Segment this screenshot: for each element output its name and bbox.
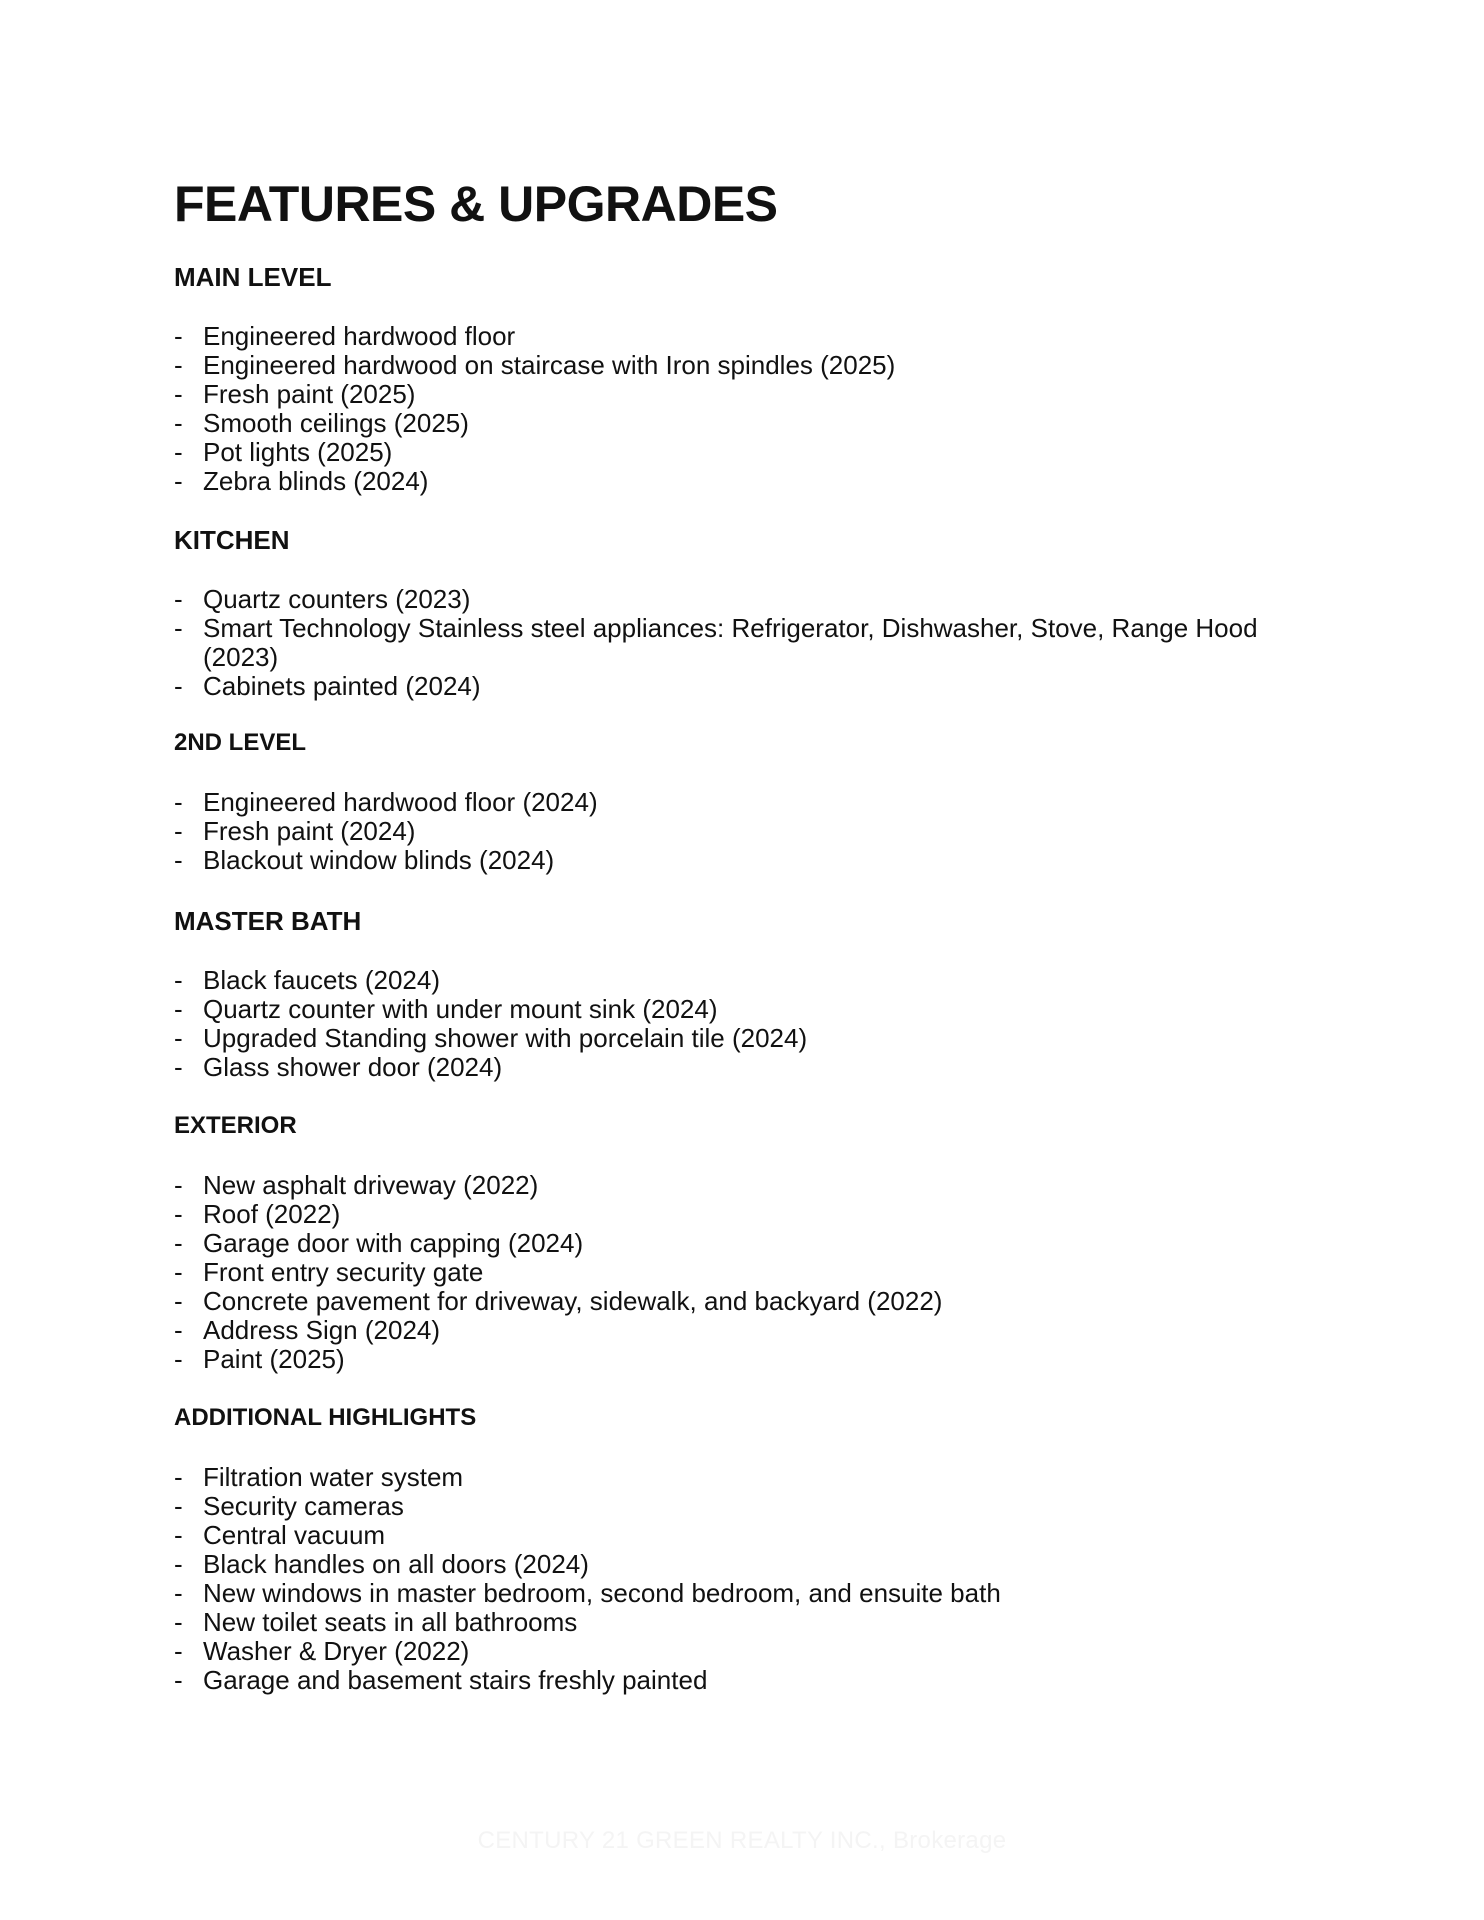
dash-bullet: - [174, 786, 183, 817]
item-text: Address Sign (2024) [203, 1314, 441, 1345]
item-text: Engineered hardwood on staircase with Iron spindles (2025) [203, 350, 896, 381]
item-text: New asphalt driveway (2022) [203, 1169, 539, 1200]
item-text: New windows in master bedroom, second bedroom, and ensuite bath [203, 1577, 1001, 1608]
item-text: New toilet seats in all bathrooms [203, 1606, 578, 1637]
list-item [174, 788, 1324, 817]
dash-bullet: - [174, 1519, 183, 1550]
dash-bullet: - [174, 1490, 183, 1521]
list-item [174, 1521, 1324, 1550]
list-item [174, 1200, 1324, 1229]
section-heading: 2ND LEVEL [174, 729, 307, 756]
dash-bullet: - [174, 1577, 183, 1608]
item-text: Security cameras [203, 1490, 404, 1521]
dash-bullet: - [174, 844, 183, 875]
item-text: Smart Technology Stainless steel appliances: Refrigerator, Dishwasher, Stove, Range Hood (2023) [203, 613, 1258, 673]
dash-bullet: - [174, 1606, 183, 1637]
dash-bullet: - [174, 1664, 183, 1695]
list-item [174, 846, 1324, 875]
item-text: Black faucets (2024) [203, 965, 441, 996]
list-item [174, 1229, 1324, 1258]
item-text: Concrete pavement for driveway, sidewalk, and backyard (2022) [203, 1285, 943, 1316]
item-text: Zebra blinds (2024) [203, 466, 429, 497]
list-item [174, 672, 1324, 701]
dash-bullet: - [174, 1343, 183, 1374]
item-text: Garage door with capping (2024) [203, 1227, 584, 1258]
item-text: Glass shower door (2024) [203, 1052, 503, 1083]
dash-bullet: - [174, 1227, 183, 1258]
item-text: Pot lights (2025) [203, 437, 393, 468]
list-item [174, 1316, 1324, 1345]
list-item [174, 585, 1324, 614]
list-item [174, 966, 1324, 995]
section-exterior [174, 1112, 1324, 1374]
dash-bullet: - [174, 408, 183, 439]
section-additional-highlights [174, 1404, 1324, 1695]
item-list [174, 788, 1324, 875]
list-item [174, 380, 1324, 409]
list-item [174, 467, 1324, 496]
list-item [174, 1171, 1324, 1200]
list-item [174, 1053, 1324, 1082]
dash-bullet: - [174, 1198, 183, 1229]
section-heading: EXTERIOR [174, 1112, 297, 1139]
item-text: Washer & Dryer (2022) [203, 1635, 470, 1666]
brokerage-watermark: CENTURY 21 GREEN REALTY INC., Brokerage [477, 1827, 1007, 1854]
item-list [174, 1171, 1324, 1374]
item-text: Fresh paint (2025) [203, 379, 416, 410]
item-text: Quartz counter with under mount sink (2024) [203, 994, 718, 1025]
dash-bullet: - [174, 321, 183, 352]
item-list [174, 966, 1324, 1082]
list-item [174, 995, 1324, 1024]
dash-bullet: - [174, 671, 183, 702]
dash-bullet: - [174, 1461, 183, 1492]
dash-bullet: - [174, 379, 183, 410]
list-item [174, 1492, 1324, 1521]
item-text: Garage and basement stairs freshly painted [203, 1664, 708, 1695]
dash-bullet: - [174, 1052, 183, 1083]
section-heading: KITCHEN [174, 525, 290, 555]
dash-bullet: - [174, 350, 183, 381]
item-list [174, 1463, 1324, 1695]
section-master-bath [174, 906, 1324, 1082]
item-text: Front entry security gate [203, 1256, 484, 1287]
item-text: Black handles on all doors (2024) [203, 1548, 589, 1579]
dash-bullet: - [174, 437, 183, 468]
list-item [174, 438, 1324, 467]
item-text: Fresh paint (2024) [203, 815, 416, 846]
dash-bullet: - [174, 613, 183, 644]
section-heading: ADDITIONAL HIGHLIGHTS [174, 1404, 477, 1431]
list-item [174, 614, 1324, 672]
item-text: Smooth ceilings (2025) [203, 408, 469, 439]
item-text: Quartz counters (2023) [203, 584, 471, 615]
list-item [174, 409, 1324, 438]
item-text: Engineered hardwood floor [203, 321, 516, 352]
item-text: Engineered hardwood floor (2024) [203, 786, 598, 817]
dash-bullet: - [174, 1314, 183, 1345]
list-item [174, 1287, 1324, 1316]
dash-bullet: - [174, 965, 183, 996]
section-main-level [174, 262, 1324, 496]
item-text: Filtration water system [203, 1461, 464, 1492]
list-item [174, 351, 1324, 380]
dash-bullet: - [174, 584, 183, 615]
list-item [174, 1024, 1324, 1053]
item-text: Roof (2022) [203, 1198, 341, 1229]
list-item [174, 1666, 1324, 1695]
section-2nd-level [174, 729, 1324, 875]
item-text: Cabinets painted (2024) [203, 671, 481, 702]
dash-bullet: - [174, 815, 183, 846]
dash-bullet: - [174, 1635, 183, 1666]
item-text: Upgraded Standing shower with porcelain tile (2024) [203, 1023, 808, 1054]
section-heading: MAIN LEVEL [174, 262, 332, 292]
item-text: Central vacuum [203, 1519, 386, 1550]
dash-bullet: - [174, 1548, 183, 1579]
dash-bullet: - [174, 1256, 183, 1287]
item-list [174, 322, 1324, 496]
page-title: FEATURES & UPGRADES [174, 176, 778, 232]
list-item [174, 1579, 1324, 1608]
list-item [174, 1463, 1324, 1492]
item-text: Blackout window blinds (2024) [203, 844, 555, 875]
list-item [174, 1637, 1324, 1666]
item-list [174, 585, 1324, 701]
dash-bullet: - [174, 1169, 183, 1200]
list-item [174, 322, 1324, 351]
item-text: Paint (2025) [203, 1343, 345, 1374]
list-item [174, 1550, 1324, 1579]
dash-bullet: - [174, 466, 183, 497]
list-item [174, 1345, 1324, 1374]
section-heading: MASTER BATH [174, 906, 362, 936]
section-kitchen [174, 525, 1324, 701]
dash-bullet: - [174, 1023, 183, 1054]
list-item [174, 1608, 1324, 1637]
list-item [174, 1258, 1324, 1287]
dash-bullet: - [174, 994, 183, 1025]
list-item [174, 817, 1324, 846]
dash-bullet: - [174, 1285, 183, 1316]
